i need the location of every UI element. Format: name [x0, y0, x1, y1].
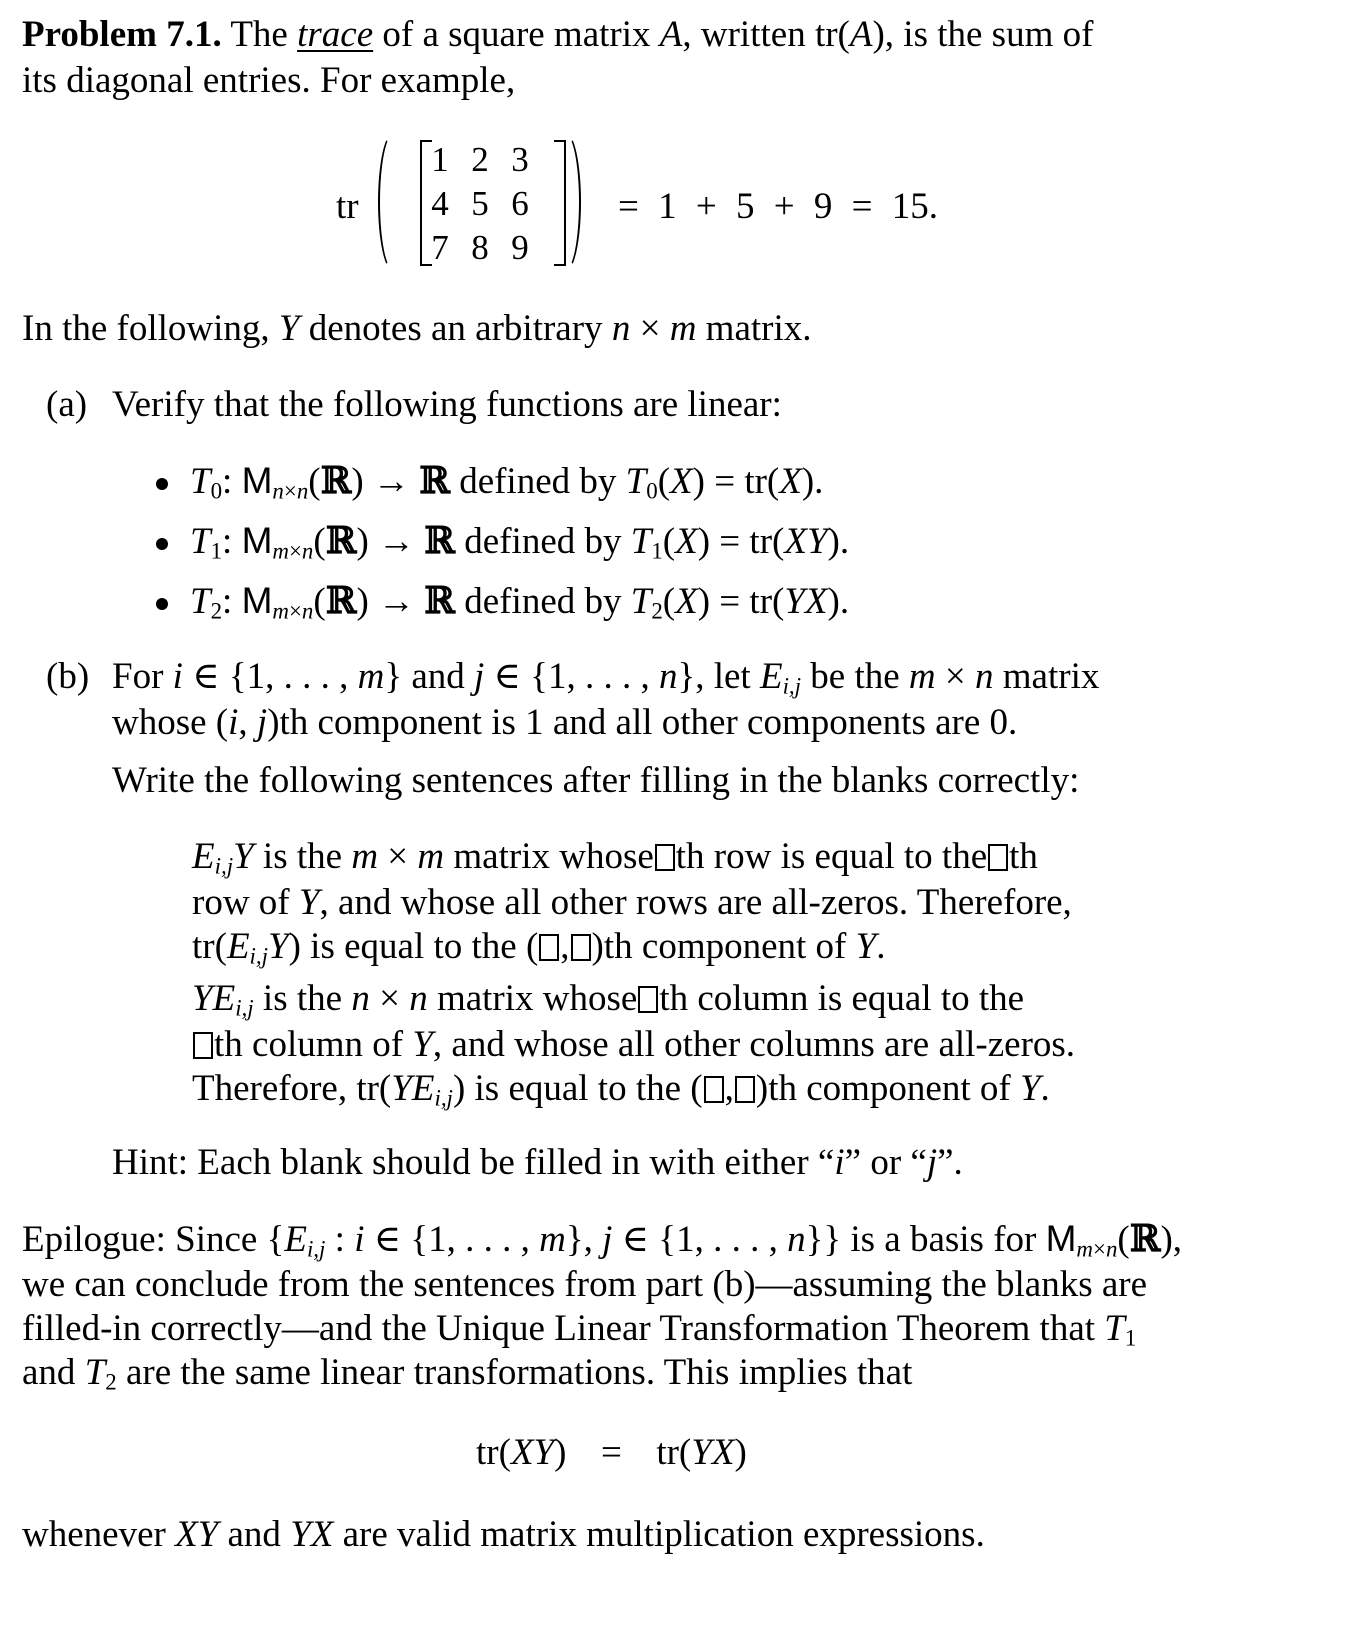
part-b-instruction: Write the following sentences after filling in the blanks correctly: — [112, 760, 1080, 801]
tr-operator: tr — [336, 186, 359, 227]
example-matrix — [408, 136, 578, 272]
fill-line-6: Therefore, $tr(YE_{i,j})$ is equal to the ( , )th component of Y. — [192, 1068, 1050, 1111]
trace-term: trace — [297, 14, 374, 55]
blank-box[interactable] — [571, 934, 591, 961]
blank-box[interactable] — [638, 986, 658, 1013]
matrix-cell: 3 — [511, 140, 529, 179]
trace-identity: tr(XY) = tr(YX) — [476, 1432, 747, 1473]
blank-box[interactable] — [539, 934, 559, 961]
fill-line-1: $E_{i,j}Y$ is the m × m matrix whose th row is equal to the th — [192, 836, 1038, 879]
part-b-line-1: For i ∈ {1, . . . , m} and j ∈ {1, . . . , n}, let $E_{i,j}$ be the m × n matrix — [112, 656, 1100, 699]
blank-box[interactable] — [735, 1076, 755, 1103]
matrix-cell: 7 — [431, 228, 449, 267]
left-paren — [378, 132, 404, 272]
epilogue-line-2: we can conclude from the sentences from part (b)—assuming the blanks are — [22, 1264, 1148, 1305]
following-text: In the following, Y denotes an arbitrary n × m matrix. — [22, 308, 812, 349]
part-b-line-2: whose (i, j)th component is 1 and all other components are 0. — [112, 702, 1018, 743]
matrix-cell: 5 — [471, 184, 489, 223]
example-result: = 1 + 5 + 9 = 15. — [618, 186, 938, 227]
matrix-cell: 6 — [511, 184, 529, 223]
intro-pre: The — [230, 14, 288, 55]
epilogue-line-3: filled-in correctly—and the Unique Linear Transformation Theorem that $T_1$ — [22, 1308, 1137, 1351]
fill-line-4: $YE_{i,j}$ is the n × n matrix whose th column is equal to the — [192, 978, 1025, 1021]
function-t0: $T_0$: $M_{n\times n}(ℝ)$ → ℝ defined by $T_0(X) = tr(X)$. — [190, 458, 824, 504]
part-a-label: (a) — [46, 384, 88, 425]
problem-line-1 — [22, 16, 1093, 53]
function-t1: $T_1$: $M_{m\times n}(ℝ)$ → ℝ defined by $T_1(X) = tr(XY)$. — [190, 518, 850, 564]
problem-line-2: its diagonal entries. For example, — [22, 60, 516, 101]
bullet-icon — [156, 598, 168, 610]
part-b-label: (b) — [46, 656, 90, 697]
part-a-text: Verify that the following functions are linear: — [112, 384, 782, 425]
fill-line-2: row of Y, and whose all other rows are all-zeros. Therefore, — [192, 882, 1072, 923]
fill-line-3: $tr(E_{i,j}Y)$ is equal to the ( , )th component of Y. — [192, 926, 886, 969]
following-sentence — [22, 310, 812, 347]
matrix-cell: 4 — [431, 184, 449, 223]
matrix-cell: 8 — [471, 228, 489, 267]
right-bracket — [554, 140, 566, 266]
matrix-cell: 1 — [431, 140, 449, 179]
function-t2: $T_2$: $M_{m\times n}(ℝ)$ → ℝ defined by $T_2(X) = tr(YX)$. — [190, 578, 850, 624]
epilogue-line-1: Epilogue: Since {$E_{i,j}$ : i ∈ {1, . . . , m}, j ∈ {1, . . . , n}} is a basis for $M_{m\times n}(ℝ)$, — [22, 1216, 1183, 1262]
fill-line-5: th column of Y, and whose all other columns are all-zeros. — [192, 1026, 1075, 1063]
bullet-icon — [156, 478, 168, 490]
epilogue-line-4: and $T_2$ are the same linear transformations. This implies that — [22, 1352, 913, 1395]
blank-box[interactable] — [655, 844, 675, 871]
matrix-cell: 2 — [471, 140, 489, 179]
matrix-cell: 9 — [511, 228, 529, 267]
problem-label: Problem 7.1. — [22, 14, 222, 55]
blank-box[interactable] — [988, 844, 1008, 871]
intro-post: of a square matrix A, written tr(A), is the sum of — [382, 14, 1094, 55]
hint: Hint: Each blank should be filled in with either “i” or “j”. — [112, 1142, 963, 1183]
blank-box[interactable] — [704, 1076, 724, 1103]
closing-line: whenever XY and YX are valid matrix multiplication expressions. — [22, 1514, 985, 1555]
bullet-icon — [156, 538, 168, 550]
blank-box[interactable] — [193, 1032, 213, 1059]
